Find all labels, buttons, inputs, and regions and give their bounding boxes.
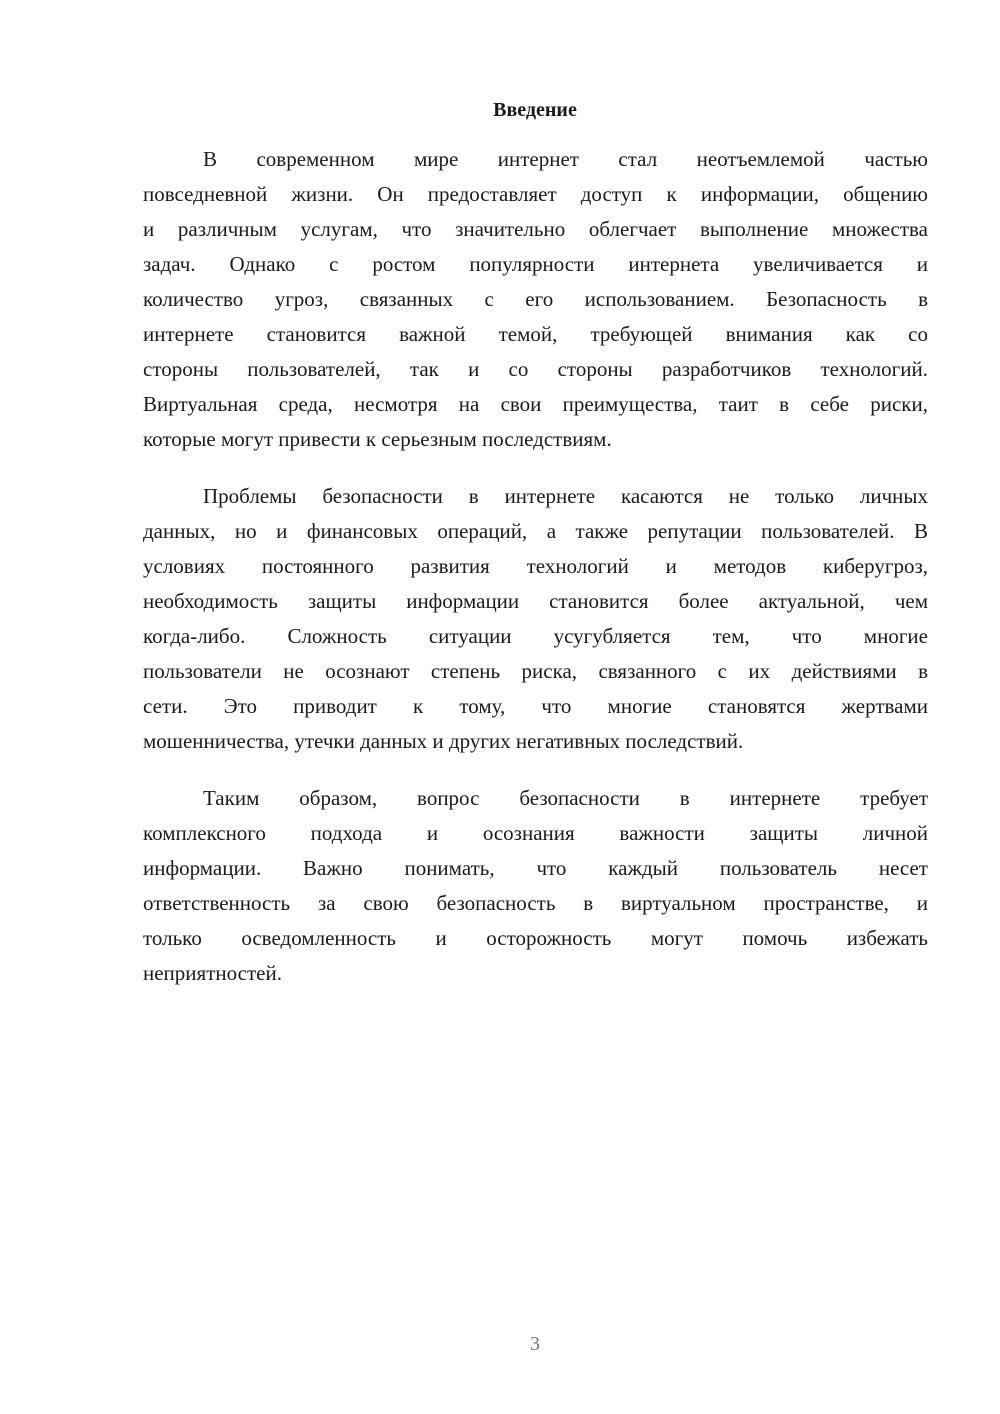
text-line: интернете становится важной темой, требующей внимания как со xyxy=(143,322,928,346)
text-line: ответственность за свою безопасность в виртуальном пространстве, и xyxy=(143,891,928,915)
page-number: 3 xyxy=(530,1333,540,1355)
text-line: В современном мире интернет стал неотъемлемой частью xyxy=(203,147,928,171)
text-line: информации. Важно понимать, что каждый пользователь несет xyxy=(143,856,928,880)
text-line: данных, но и финансовых операций, а также репутации пользователей. В xyxy=(143,519,928,543)
text-line: Проблемы безопасности в интернете касаются не только личных xyxy=(203,484,928,508)
text-line: необходимость защиты информации становится более актуальной, чем xyxy=(143,589,928,613)
text-line: задач. Однако с ростом популярности интернета увеличивается и xyxy=(143,252,928,276)
text-line: пользователи не осознают степень риска, связанного с их действиями в xyxy=(143,659,928,683)
text-line: повседневной жизни. Он предоставляет доступ к информации, общению xyxy=(143,182,928,206)
text-line: Виртуальная среда, несмотря на свои преимущества, таит в себе риски, xyxy=(143,392,928,416)
text-line: комплексного подхода и осознания важности защиты личной xyxy=(143,821,928,845)
text-line: только осведомленность и осторожность могут помочь избежать xyxy=(143,926,928,950)
text-line: которые могут привести к серьезным последствиям. xyxy=(143,427,612,451)
paragraph xyxy=(143,142,928,457)
text-line: и различным услугам, что значительно облегчает выполнение множества xyxy=(143,217,928,241)
paragraph xyxy=(143,781,928,991)
body-text xyxy=(143,142,928,1013)
text-line: сети. Это приводит к тому, что многие становятся жертвами xyxy=(143,694,928,718)
text-line: количество угроз, связанных с его использованием. Безопасность в xyxy=(143,287,928,311)
text-line: мошенничества, утечки данных и других негативных последствий. xyxy=(143,729,744,753)
text-line: условиях постоянного развития технологий и методов киберугроз, xyxy=(143,554,928,578)
text-line: Таким образом, вопрос безопасности в интернете требует xyxy=(203,786,928,810)
paragraph xyxy=(143,479,928,759)
section-title: Введение xyxy=(493,99,577,121)
text-line: неприятностей. xyxy=(143,961,282,985)
text-line: когда-либо. Сложность ситуации усугубляется тем, что многие xyxy=(143,624,928,648)
text-line: стороны пользователей, так и со стороны разработчиков технологий. xyxy=(143,357,928,381)
